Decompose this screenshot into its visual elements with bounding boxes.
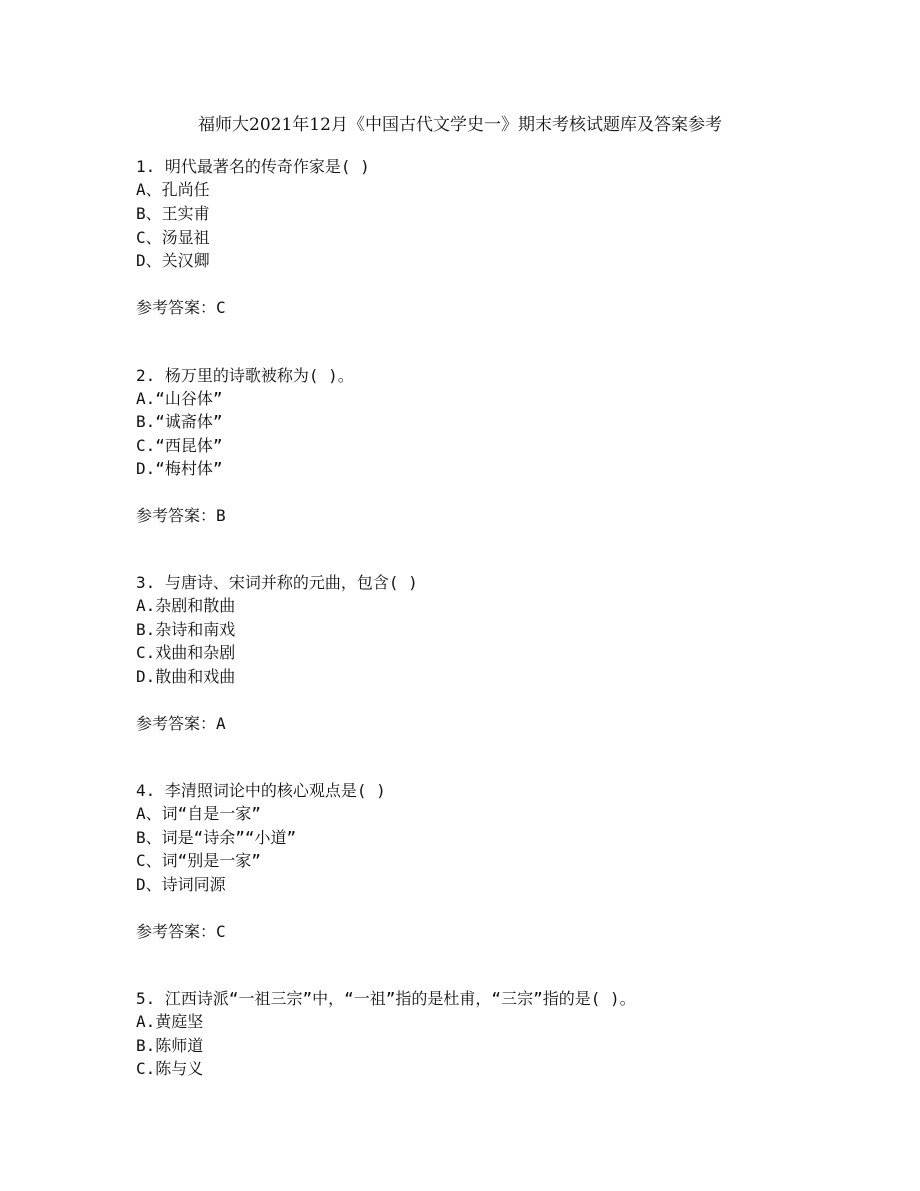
question-3-stem: 3. 与唐诗、宋词并称的元曲，包含( ) xyxy=(136,573,418,592)
question-2-option-b: B.“诚斋体” xyxy=(136,412,223,431)
question-1-option-a: A、孔尚任 xyxy=(136,180,210,199)
question-2-option-d: D.“梅村体” xyxy=(136,459,223,478)
question-3-option-a: A.杂剧和散曲 xyxy=(136,596,236,615)
question-5-option-c: C.陈与义 xyxy=(136,1059,204,1078)
question-3-option-b: B.杂诗和南戏 xyxy=(136,620,236,639)
question-3-option-d: D.散曲和戏曲 xyxy=(136,667,236,686)
question-5-option-a: A.黄庭坚 xyxy=(136,1012,204,1031)
question-4-option-a: A、词“自是一家” xyxy=(136,804,261,823)
question-4-option-d: D、诗词同源 xyxy=(136,875,226,894)
question-5-stem: 5. 江西诗派“一祖三宗”中，“一祖”指的是杜甫，“三宗”指的是( )。 xyxy=(136,989,636,1008)
question-4-option-c: C、词“别是一家” xyxy=(136,851,261,870)
question-2-answer: 参考答案：B xyxy=(136,506,226,525)
question-2-stem: 2. 杨万里的诗歌被称为( )。 xyxy=(136,366,354,385)
question-1-option-b: B、王实甫 xyxy=(136,204,210,223)
question-2-option-a: A.“山谷体” xyxy=(136,389,223,408)
question-3-answer: 参考答案：A xyxy=(136,714,226,733)
question-3-option-c: C.戏曲和杂剧 xyxy=(136,643,236,662)
document-title: 福师大2021年12月《中国古代文学史一》期末考核试题库及答案参考 xyxy=(198,115,722,135)
question-1-stem: 1. 明代最著名的传奇作家是( ) xyxy=(136,157,370,176)
question-4-answer: 参考答案：C xyxy=(136,922,226,941)
question-4-option-b: B、词是“诗余”“小道” xyxy=(136,828,297,847)
question-1-answer: 参考答案：C xyxy=(136,298,226,317)
question-1-option-d: D、关汉卿 xyxy=(136,251,210,270)
question-2-option-c: C.“西昆体” xyxy=(136,436,223,455)
question-5-option-b: B.陈师道 xyxy=(136,1036,204,1055)
question-1-option-c: C、汤显祖 xyxy=(136,228,210,247)
question-4-stem: 4. 李清照词论中的核心观点是( ) xyxy=(136,781,386,800)
